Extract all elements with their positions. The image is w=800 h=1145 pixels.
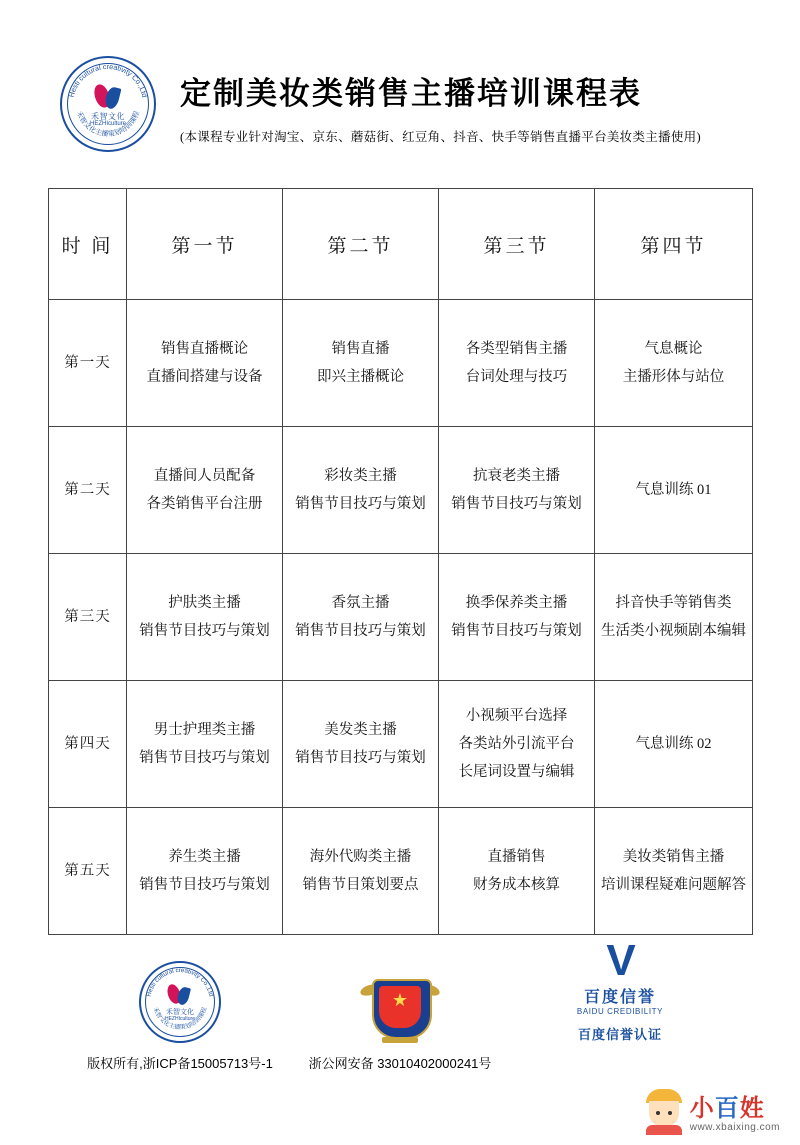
cell-d4-p2 — [283, 681, 439, 808]
column-header-period-3: 第三节 — [439, 189, 595, 300]
page-subtitle: (本课程专业针对淘宝、京东、蘑菇街、红豆角、抖音、快手等销售直播平台美妆类主播使用) — [180, 130, 701, 144]
page-title: 定制美妆类销售主播培训课程表 — [180, 76, 642, 111]
baidu-credibility-badge[interactable] — [520, 936, 720, 1043]
cell-d2-p3 — [439, 427, 595, 554]
watermark-char-3: 姓 — [739, 1095, 765, 1122]
cell-d3-p1 — [127, 554, 283, 681]
cell-line: 护肤类主播 — [168, 594, 241, 611]
schedule-table — [48, 188, 753, 935]
cell-d5-p3 — [439, 808, 595, 935]
icp-record-text[interactable]: 版权所有,浙ICP备15005713号-1 — [87, 1055, 273, 1071]
table-row — [49, 808, 753, 935]
row-label-day-1: 第一天 — [49, 300, 127, 427]
table-row — [49, 554, 753, 681]
hezhi-logo-badge — [80, 961, 280, 1043]
cell-line: 抖音快手等销售类 — [615, 594, 732, 611]
cell-line: 销售节目技巧与策划 — [295, 750, 426, 766]
row-label-day-5: 第五天 — [49, 808, 127, 935]
police-emblem-icon: ★ — [364, 969, 436, 1043]
table-header-row — [49, 189, 753, 300]
cell-line: 男士护理类主播 — [153, 721, 256, 738]
cell-line: 气息概论 — [644, 340, 703, 357]
baidu-credibility-icon[interactable] — [560, 936, 680, 1043]
cell-line: 直播间搭建与设备 — [146, 369, 263, 385]
cell-d5-p2 — [283, 808, 439, 935]
watermark-char-1: 小 — [689, 1095, 715, 1122]
row-label-day-2: 第二天 — [49, 427, 127, 554]
cell-line: 销售直播 — [331, 340, 390, 357]
cell-line: 销售节目技巧与策划 — [295, 496, 426, 512]
watermark-url: www.xbaixing.com — [689, 1122, 780, 1133]
svg-text:Hesti cultural creativity Co.,: Hesti cultural creativity Co.,Ltd — [145, 966, 215, 998]
logo-cn-name: 禾智文化 — [166, 1008, 194, 1016]
cell-line: 各类销售平台注册 — [146, 496, 263, 512]
cell-line: 销售节目技巧与策划 — [295, 623, 426, 639]
cell-line: 海外代购类主播 — [309, 848, 412, 865]
cell-line: 养生类主播 — [168, 848, 241, 865]
watermark-text — [690, 1097, 780, 1133]
title-block — [180, 52, 701, 145]
svg-text:禾智文化主播策划培训课程: 禾智文化主播策划培训课程 — [74, 110, 142, 139]
baidu-en-label: BAIDU CREDIBILITY — [576, 1006, 664, 1016]
table-row — [49, 300, 753, 427]
cell-d5-p1 — [127, 808, 283, 935]
baidu-cert-label: 百度信誉认证 — [577, 1026, 662, 1042]
document-footer — [0, 936, 800, 1072]
table-row — [49, 427, 753, 554]
cell-d2-p1 — [127, 427, 283, 554]
svg-text:禾智文化主播策划培训课程: 禾智文化主播策划培训课程 — [151, 1006, 209, 1031]
cell-line: 财务成本核算 — [473, 877, 560, 893]
footer-captions — [0, 1053, 800, 1072]
cell-line: 香氛主播 — [331, 594, 390, 611]
logo-swoosh-icon — [167, 984, 193, 1006]
row-label-day-3: 第三天 — [49, 554, 127, 681]
cell-line: 培训课程疑难问题解答 — [601, 877, 746, 893]
watermark-char-2: 百 — [714, 1095, 740, 1122]
cell-line: 彩妆类主播 — [324, 467, 397, 484]
cell-line: 销售节目技巧与策划 — [451, 496, 582, 512]
table-row — [49, 681, 753, 808]
cell-line: 美发类主播 — [324, 721, 397, 738]
mascot-icon — [644, 1089, 684, 1133]
cell-line: 销售直播概论 — [161, 340, 248, 357]
document-header — [60, 0, 800, 152]
logo-en-name: HEZHIculture — [89, 121, 126, 127]
cell-d1-p4 — [595, 300, 753, 427]
company-logo — [60, 56, 156, 152]
row-label-day-4: 第四天 — [49, 681, 127, 808]
cell-d2-p4 — [595, 427, 753, 554]
cell-line: 即兴主播概论 — [317, 369, 404, 385]
cell-line: 生活类小视频剧本编辑 — [601, 623, 746, 639]
cell-line: 销售节目技巧与策划 — [139, 623, 270, 639]
police-record-text[interactable]: 浙公网安备 33010402000241号 — [308, 1055, 492, 1071]
cell-d3-p2 — [283, 554, 439, 681]
cell-d4-p1 — [127, 681, 283, 808]
cell-d1-p1 — [127, 300, 283, 427]
cell-d5-p4 — [595, 808, 753, 935]
cell-d3-p3 — [439, 554, 595, 681]
cell-line: 销售节目策划要点 — [302, 877, 419, 893]
baidu-v-mark: V — [606, 936, 634, 985]
cell-line: 销售节目技巧与策划 — [139, 750, 270, 766]
table-body — [49, 300, 753, 935]
site-watermark — [644, 1089, 780, 1133]
cell-line: 换季保养类主播 — [465, 594, 568, 611]
cell-line: 各类站外引流平台 — [458, 735, 575, 752]
cell-d4-p3 — [439, 681, 595, 808]
cell-line: 主播形体与站位 — [622, 369, 725, 385]
cell-line: 直播销售 — [487, 848, 546, 865]
cell-line: 台词处理与技巧 — [465, 369, 568, 385]
logo-swoosh-icon — [93, 84, 123, 110]
logo-cn-name: 禾智文化 — [91, 112, 125, 121]
police-emblem-badge — [300, 969, 500, 1043]
cell-line: 抗衰老类主播 — [473, 467, 560, 484]
cell-line: 气息训练 01 — [635, 481, 712, 498]
cell-d4-p4 — [595, 681, 753, 808]
column-header-period-1: 第一节 — [127, 189, 283, 300]
hezhi-logo-icon — [139, 961, 221, 1043]
cell-d1-p3 — [439, 300, 595, 427]
svg-text:Hesti cultural creativity Co.,: Hesti cultural creativity Co.,Ltd — [66, 61, 150, 99]
column-header-time: 时 间 — [49, 189, 127, 300]
cell-line: 美妆类销售主播 — [622, 848, 725, 865]
cell-d2-p2 — [283, 427, 439, 554]
cell-line: 销售节目技巧与策划 — [139, 877, 270, 893]
footer-badges — [0, 936, 800, 1043]
cell-d3-p4 — [595, 554, 753, 681]
column-header-period-2: 第二节 — [283, 189, 439, 300]
watermark-brand — [690, 1097, 780, 1122]
cell-line: 销售节目技巧与策划 — [451, 623, 582, 639]
table-header — [49, 189, 753, 300]
column-header-period-4: 第四节 — [595, 189, 753, 300]
cell-line: 气息训练 02 — [635, 735, 712, 752]
baidu-zh-label: 百度信誉 — [583, 988, 656, 1006]
schedule-table-wrap — [48, 188, 752, 935]
logo-en-name: HEZHIculture — [164, 1015, 195, 1022]
cell-line: 各类型销售主播 — [465, 340, 568, 357]
cell-d1-p2 — [283, 300, 439, 427]
cell-line: 直播间人员配备 — [153, 467, 256, 484]
cell-line: 小视频平台选择 — [465, 707, 568, 724]
cell-line: 长尾词设置与编辑 — [458, 764, 575, 781]
